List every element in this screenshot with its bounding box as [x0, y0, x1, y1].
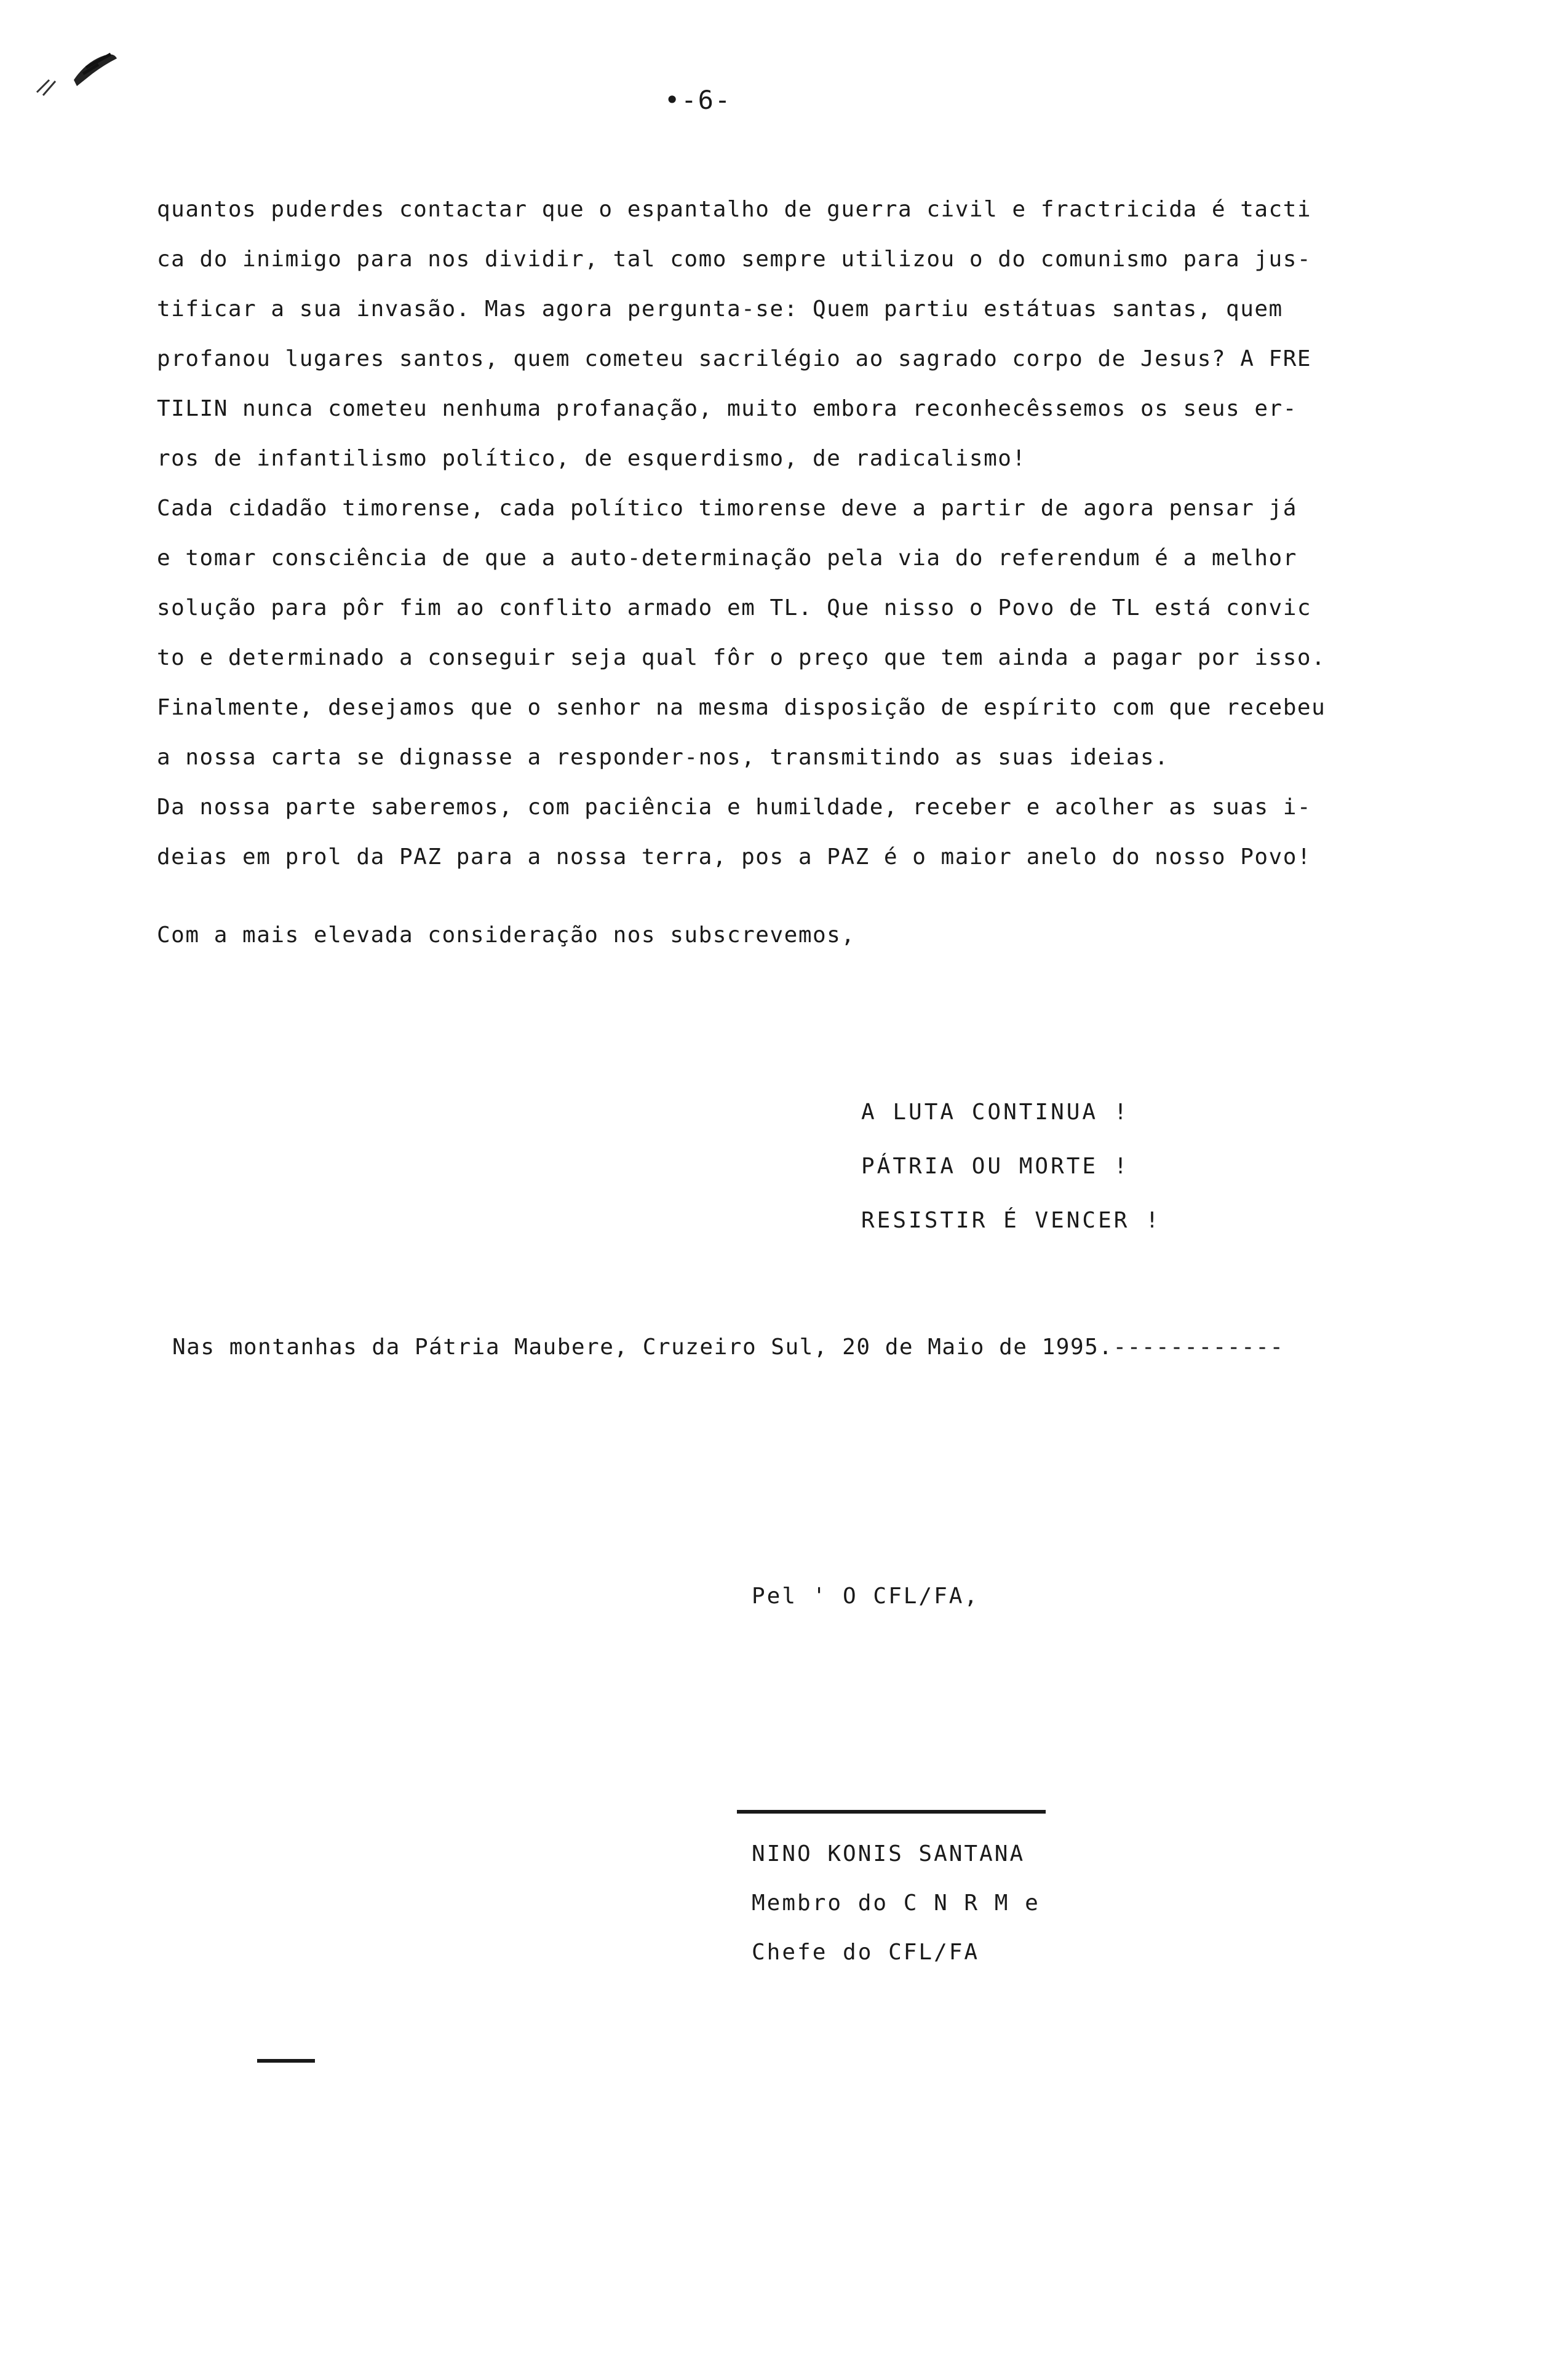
- letter-body: [157, 184, 1424, 882]
- slogan-line: PÁTRIA OU MORTE !: [861, 1154, 1130, 1179]
- body-line: deias em prol da PAZ para a nossa terra, pos a PAZ é o maior anelo do nosso Povo!: [157, 844, 1312, 870]
- body-line: ca do inimigo para nos dividir, tal como sempre utilizou o do comunismo para jus-: [157, 247, 1312, 272]
- signatory-name: NINO KONIS SANTANA: [752, 1841, 1025, 1866]
- signature-rule: [737, 1810, 1046, 1814]
- by-line: Pel ' O CFL/FA,: [752, 1584, 980, 1609]
- body-line: Cada cidadão timorense, cada político timorense deve a partir de agora pensar já: [157, 496, 1297, 521]
- body-line: TILIN nunca cometeu nenhuma profanação, muito embora reconhecêssemos os seus er-: [157, 396, 1297, 421]
- handwritten-mark-icon: [25, 37, 129, 105]
- signatory-role: Membro do C N R M e: [752, 1890, 1040, 1916]
- slogan-line: RESISTIR É VENCER !: [861, 1208, 1161, 1233]
- signatory-title: Chefe do CFL/FA: [752, 1940, 980, 1965]
- body-line: Da nossa parte saberemos, com paciência e humildade, receber e acolher as suas i-: [157, 795, 1312, 820]
- body-line: profanou lugares santos, quem cometeu sacrilégio ao sagrado corpo de Jesus? A FRE: [157, 346, 1312, 371]
- place-and-date: Nas montanhas da Pátria Maubere, Cruzeiro Sul, 20 de Maio de 1995.------------: [172, 1335, 1284, 1360]
- body-line: e tomar consciência de que a auto-determinação pela via do referendum é a melhor: [157, 545, 1297, 571]
- body-line: to e determinado a conseguir seja qual fôr o preço que tem ainda a pagar por isso.: [157, 645, 1326, 670]
- body-line: Finalmente, desejamos que o senhor na mesma disposição de espírito com que recebeu: [157, 695, 1326, 720]
- slogan-line: A LUTA CONTINUA !: [861, 1100, 1130, 1125]
- closing-salutation: Com a mais elevada consideração nos subscrevemos,: [157, 922, 856, 948]
- signature-block: [752, 1830, 1040, 1977]
- body-line: a nossa carta se dignasse a responder-nos, transmitindo as suas ideias.: [157, 745, 1169, 770]
- slogans-block: [861, 1085, 1161, 1248]
- body-line: quantos puderdes contactar que o espantalho de guerra civil e fractricida é tacti: [157, 197, 1312, 222]
- footer-rule: [257, 2059, 315, 2063]
- body-line: ros de infantilismo político, de esquerdismo, de radicalismo!: [157, 446, 1027, 471]
- body-line: solução para pôr fim ao conflito armado em TL. Que nisso o Povo de TL está convic: [157, 595, 1312, 621]
- page-number: •-6-: [664, 85, 732, 115]
- body-line: tificar a sua invasão. Mas agora pergunta-se: Quem partiu estátuas santas, quem: [157, 296, 1283, 322]
